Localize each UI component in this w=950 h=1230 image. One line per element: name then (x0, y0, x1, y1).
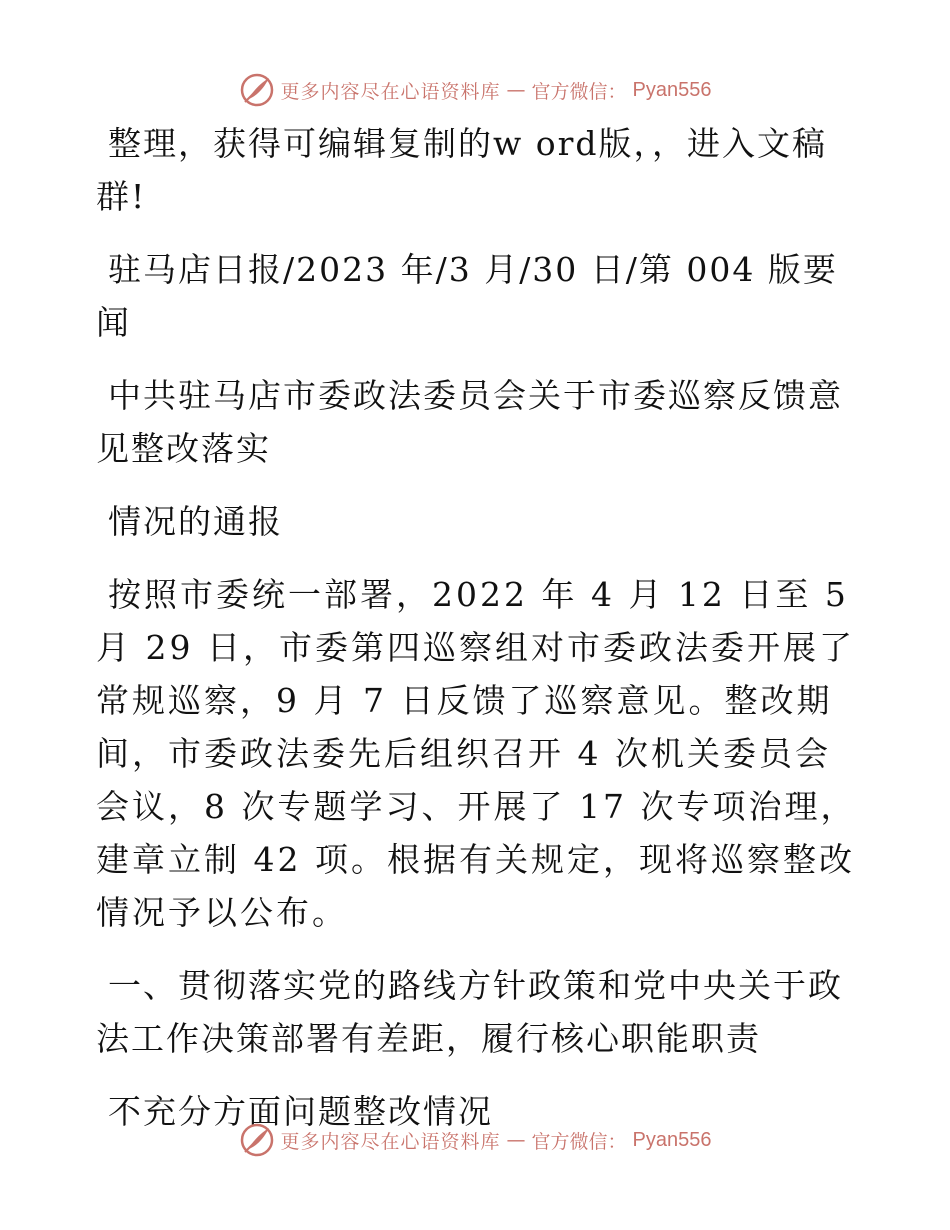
section-heading: 一、贯彻落实党的路线方针政策和党中央关于政法工作决策部署有差距，履行核心职能职责 (96, 966, 843, 1058)
watermark-text: 更多内容尽在心语资料库 (280, 1130, 501, 1153)
watermark-wechat-id: Pyan556 (632, 78, 712, 101)
section-heading-continued: 不充分方面问题整改情况 (108, 1092, 493, 1131)
intro-text: 整理，获得可编辑复制的w ord版，，进入文稿群! (96, 124, 828, 216)
footer-watermark (0, 1120, 950, 1160)
header-watermark (0, 70, 950, 110)
watermark-label: 官方微信： (531, 80, 627, 103)
document-title: 中共驻马店市委政法委员会关于市委巡察反馈意见整改落实 (96, 376, 843, 468)
source-line: 驻马店日报/2023 年/3 月/30 日/第 004 版要闻 (96, 250, 838, 342)
quill-logo-icon (239, 72, 275, 108)
document-title-continued: 情况的通报 (108, 502, 283, 541)
watermark-separator: — (506, 1129, 526, 1151)
quill-logo-icon (239, 1122, 275, 1158)
watermark-label: 官方微信： (531, 1130, 627, 1153)
body-paragraph: 按照市委统一部署，2022 年 4 月 12 日至 5 月 29 日，市委第四巡察组对市委政法委开展了常规巡察，9 月 7 日反馈了巡察意见。整改期间，市委政法委先后组织召开 4 次机关委员会会议，8 次专题学习、开展了 17 次专项治理，建章立制 42 项。根据有关规定，现将巡察整改情况予以公布。 (96, 575, 857, 932)
document-body (96, 117, 866, 1158)
watermark-separator: — (506, 79, 526, 101)
watermark-wechat-id: Pyan556 (632, 1128, 712, 1151)
watermark-text: 更多内容尽在心语资料库 (280, 80, 501, 103)
